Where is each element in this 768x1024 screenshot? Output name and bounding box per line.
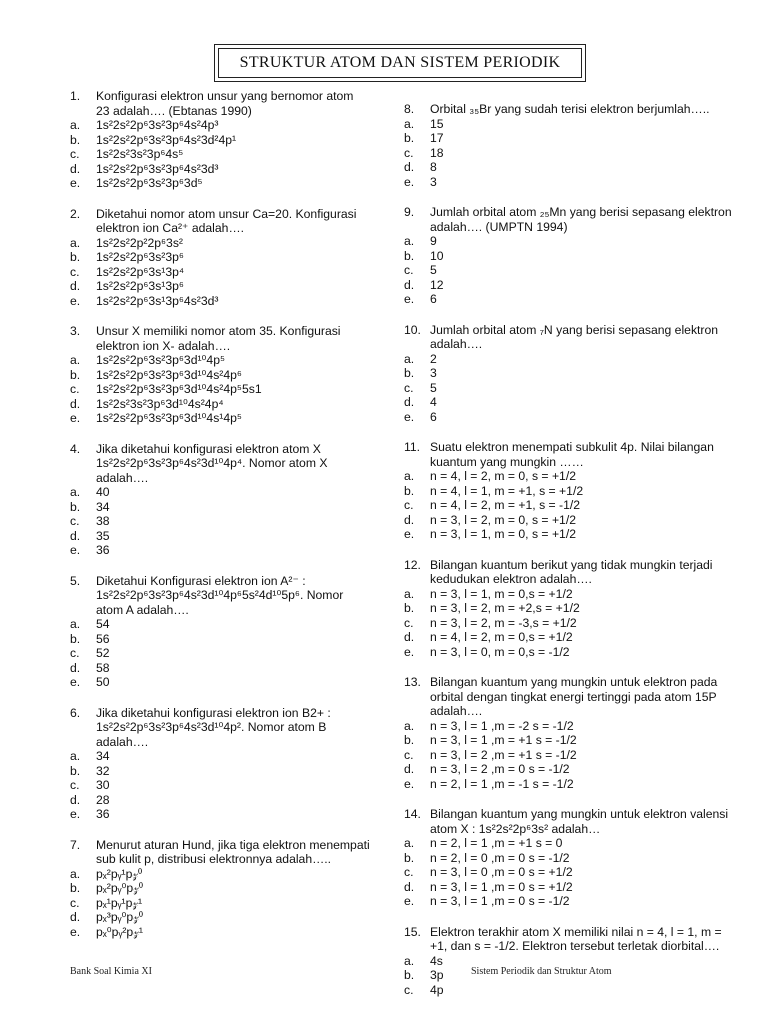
answer-option — [70, 807, 370, 822]
option-label: e. — [70, 924, 81, 939]
question-number: 8. — [404, 102, 415, 116]
option-text: 1s²2s²2p²2p⁶3s² — [96, 235, 183, 250]
option-text: 3 — [430, 366, 437, 380]
question-stem: Jumlah orbital atom ₇N yang berisi sepasang elektron adalah…. — [430, 322, 719, 351]
question-stem: Orbital ₃₅Br yang sudah terisi elektron berjumlah….. — [430, 102, 710, 116]
question-4 — [70, 442, 370, 558]
answer-option — [404, 894, 734, 909]
option-label: a. — [70, 485, 81, 499]
option-text: n = 2, l = 0 ,m = 0 s = -1/2 — [430, 850, 570, 865]
question-stem: Jika diketahui konfigurasi elektron ion B2+ : 1s²2s²2p⁶3s²3p⁶4s²3d¹⁰4p². Nomor atom B adalah…. — [96, 705, 331, 749]
option-text: 1s²2s²2p⁶3s²3p⁶4s²3d²4p¹ — [96, 132, 237, 147]
left-column — [70, 89, 370, 955]
answer-option — [70, 294, 370, 309]
option-text: 56 — [96, 631, 110, 646]
option-label: a. — [404, 836, 415, 850]
page-title: STRUKTUR ATOM DAN SISTEM PERIODIK — [239, 54, 561, 71]
answer-option — [70, 265, 370, 280]
option-text: 9 — [430, 234, 437, 248]
option-label: b. — [404, 483, 415, 498]
option-text: 5 — [430, 380, 437, 395]
question-stem: Jika diketahui konfigurasi elektron atom X 1s²2s²2p⁶3s²3p⁶4s²3d¹⁰4p⁴. Nomor atom X adalah…. — [96, 441, 328, 485]
option-text: 6 — [430, 292, 437, 306]
question-number: 6. — [70, 705, 81, 720]
option-text: 32 — [96, 763, 110, 778]
option-label: c. — [404, 865, 414, 879]
question-8 — [404, 102, 734, 189]
option-label: d. — [404, 630, 415, 644]
answer-option — [404, 527, 734, 542]
question-stem: Unsur X memiliki nomor atom 35. Konfigurasi elektron ion X- adalah…. — [96, 324, 341, 353]
option-label: a. — [404, 953, 415, 968]
answer-option — [70, 368, 370, 383]
option-label: d. — [70, 528, 81, 543]
answer-option — [70, 543, 370, 558]
option-text: 1s²2s²2p⁶3s²3p⁶4s²4p³ — [96, 118, 219, 132]
answer-option — [70, 500, 370, 515]
option-text: n = 3, l = 1, m = 0,s = +1/2 — [430, 586, 573, 601]
option-label: a. — [70, 235, 81, 250]
option-text: 1s²2s²2p⁶3s²3p⁶ — [96, 250, 184, 264]
answer-option — [70, 250, 370, 265]
option-text: 50 — [96, 675, 110, 689]
option-label: e. — [404, 644, 415, 659]
option-text: 1s²2s²3s²3p⁶3d¹⁰4s²4p⁴ — [96, 396, 224, 411]
option-label: a. — [70, 353, 81, 367]
option-text: 3 — [430, 174, 437, 189]
option-text: 4s — [430, 953, 443, 968]
answer-option — [70, 881, 370, 896]
question-2 — [70, 207, 370, 309]
answer-option — [404, 733, 734, 748]
question-9 — [404, 205, 734, 307]
option-text: n = 3, l = 1 ,m = 0 s = -1/2 — [430, 894, 570, 908]
question-14 — [404, 807, 734, 909]
answer-option — [70, 411, 370, 426]
answer-option — [70, 661, 370, 676]
answer-option — [70, 617, 370, 632]
question-stem: Bilangan kuantum berikut yang tidak mungkin terjadi kedudukan elektron adalah…. — [430, 557, 713, 586]
option-text: n = 4, l = 1, m = +1, s = +1/2 — [430, 483, 584, 498]
option-text: 52 — [96, 646, 110, 660]
footer-left: Bank Soal Kimia XI — [70, 966, 152, 977]
answer-option — [404, 469, 734, 484]
option-label: c. — [404, 145, 414, 160]
option-label: c. — [70, 646, 80, 660]
answer-option — [404, 175, 734, 190]
option-label: e. — [70, 675, 81, 689]
answer-option — [404, 748, 734, 763]
answer-option — [404, 160, 734, 175]
answer-option — [70, 397, 370, 412]
option-label: b. — [404, 850, 415, 865]
option-text: 1s²2s²3s²3p⁶4s⁵ — [96, 147, 184, 161]
option-label: c. — [404, 380, 414, 395]
option-label: c. — [70, 147, 80, 161]
answer-option — [70, 133, 370, 148]
option-text: n = 3, l = 1 ,m = -2 s = -1/2 — [430, 718, 574, 733]
option-label: d. — [70, 660, 81, 675]
option-text: 1s²2s²2p⁶3s¹3p⁴ — [96, 264, 185, 279]
answer-option — [404, 292, 734, 307]
answer-option — [70, 867, 370, 882]
answer-option — [404, 278, 734, 293]
answer-option — [404, 630, 734, 645]
answer-option — [404, 762, 734, 777]
answer-option — [70, 353, 370, 368]
answer-option — [404, 616, 734, 631]
option-label: c. — [70, 514, 80, 528]
option-text: pₓ⁰pᵧ²p𝓏¹ — [96, 924, 143, 939]
option-label: d. — [404, 879, 415, 894]
answer-option — [404, 513, 734, 528]
option-label: b. — [404, 733, 415, 747]
option-text: 54 — [96, 617, 110, 631]
option-label: e. — [404, 292, 415, 306]
question-6 — [70, 706, 370, 822]
option-label: d. — [404, 395, 415, 409]
option-text: n = 3, l = 2 ,m = +1 s = -1/2 — [430, 747, 577, 762]
answer-option — [404, 381, 734, 396]
question-stem: Diketahui nomor atom unsur Ca=20. Konfigurasi elektron ion Ca²⁺ adalah…. — [96, 206, 357, 235]
option-label: b. — [404, 366, 415, 380]
option-text: pₓ²pᵧ⁰p𝓏⁰ — [96, 881, 144, 895]
question-stem: Bilangan kuantum yang mungkin untuk elektron valensi atom X : 1s²2s²2p⁶3s² adalah… — [430, 807, 729, 836]
option-text: 3p — [430, 968, 444, 982]
option-text: 6 — [430, 409, 437, 424]
option-label: c. — [404, 498, 414, 512]
answer-option — [70, 675, 370, 690]
option-label: d. — [404, 277, 415, 292]
answer-option — [70, 162, 370, 177]
title-box — [214, 44, 586, 82]
option-text: n = 3, l = 2 ,m = 0 s = -1/2 — [430, 762, 570, 776]
answer-option — [70, 925, 370, 940]
option-text: 30 — [96, 778, 110, 792]
question-7 — [70, 838, 370, 940]
answer-option — [404, 836, 734, 851]
option-text: n = 2, l = 1 ,m = -1 s = -1/2 — [430, 776, 574, 791]
question-number: 11. — [404, 440, 421, 454]
option-text: 35 — [96, 528, 110, 543]
option-text: 1s²2s²2p⁶3s²3p⁶3d⁵ — [96, 176, 203, 190]
option-label: a. — [70, 749, 81, 763]
option-label: d. — [404, 160, 415, 174]
option-label: a. — [404, 586, 415, 601]
question-number: 9. — [404, 205, 415, 219]
option-label: c. — [70, 778, 80, 792]
question-3 — [70, 324, 370, 426]
question-stem: Diketahui Konfigurasi elektron ion A²⁻ : 1s²2s²2p⁶3s²3p⁶4s²3d¹⁰4p⁶5s²4d¹⁰5p⁶. Nomor atom A adalah…. — [96, 573, 344, 617]
option-label: a. — [70, 118, 81, 132]
option-label: e. — [70, 293, 81, 308]
option-label: b. — [70, 367, 81, 382]
option-text: 10 — [430, 248, 444, 263]
option-text: 36 — [96, 807, 110, 821]
question-number: 2. — [70, 206, 81, 221]
option-text: pₓ²pᵧ¹p𝓏⁰ — [96, 866, 143, 881]
option-label: a. — [404, 718, 415, 733]
answer-option — [404, 352, 734, 367]
option-text: 34 — [96, 499, 110, 514]
answer-option — [404, 146, 734, 161]
answer-option — [70, 514, 370, 529]
option-label: c. — [70, 895, 80, 910]
answer-option — [70, 485, 370, 500]
option-label: c. — [404, 263, 414, 277]
option-text: n = 3, l = 0, m = 0,s = -1/2 — [430, 644, 570, 659]
option-text: n = 4, l = 2, m = 0, s = +1/2 — [430, 469, 577, 483]
option-text: n = 3, l = 0 ,m = 0 s = +1/2 — [430, 865, 573, 879]
answer-option — [404, 410, 734, 425]
option-label: e. — [404, 174, 415, 189]
question-number: 15. — [404, 924, 421, 939]
option-label: b. — [70, 132, 81, 147]
option-text: 40 — [96, 485, 110, 499]
question-11 — [404, 440, 734, 542]
option-text: 28 — [96, 792, 110, 807]
option-label: e. — [404, 527, 415, 541]
option-text: 8 — [430, 160, 437, 174]
answer-option — [404, 234, 734, 249]
option-label: e. — [70, 411, 81, 425]
answer-option — [70, 236, 370, 251]
answer-option — [404, 484, 734, 499]
option-text: n = 2, l = 1 ,m = +1 s = 0 — [430, 836, 563, 850]
answer-option — [404, 719, 734, 734]
option-text: pₓ¹pᵧ¹p𝓏¹ — [96, 895, 143, 910]
answer-option — [70, 646, 370, 661]
question-5 — [70, 574, 370, 690]
question-number: 10. — [404, 322, 421, 337]
answer-option — [70, 279, 370, 294]
option-label: a. — [70, 866, 81, 881]
option-label: d. — [70, 792, 81, 807]
question-stem: Jumlah orbital atom ₂₅Mn yang berisi sepasang elektron adalah…. (UMPTN 1994) — [430, 205, 732, 234]
option-label: b. — [70, 250, 81, 264]
option-label: a. — [404, 234, 415, 248]
option-label: a. — [70, 617, 81, 631]
answer-option — [70, 749, 370, 764]
option-label: c. — [404, 747, 414, 762]
option-text: 1s²2s²2p⁶3s¹3p⁶ — [96, 279, 184, 293]
option-text: 1s²2s²2p⁶3s²3p⁶3d¹⁰4s²4p⁵5s1 — [96, 382, 262, 396]
option-text: n = 3, l = 2, m = +2,s = +1/2 — [430, 601, 580, 615]
option-text: 2 — [430, 351, 437, 366]
option-text: n = 3, l = 2, m = 0, s = +1/2 — [430, 512, 577, 527]
answer-option — [404, 249, 734, 264]
option-text: 12 — [430, 277, 444, 292]
question-number: 3. — [70, 324, 81, 338]
option-text: 1s²2s²2p⁶3s²3p⁶4s²3d³ — [96, 161, 219, 176]
option-text: 1s²2s²2p⁶3s¹3p⁶4s²3d³ — [96, 293, 219, 308]
question-13 — [404, 675, 734, 791]
answer-option — [70, 778, 370, 793]
option-text: 58 — [96, 660, 110, 675]
answer-option — [404, 366, 734, 381]
answer-option — [404, 498, 734, 513]
answer-option — [404, 131, 734, 146]
question-number: 14. — [404, 807, 421, 821]
option-text: n = 3, l = 1 ,m = +1 s = -1/2 — [430, 733, 577, 747]
option-label: e. — [404, 894, 415, 908]
option-label: e. — [70, 807, 81, 821]
option-label: e. — [70, 543, 81, 557]
option-text: n = 3, l = 1 ,m = 0 s = +1/2 — [430, 879, 573, 894]
option-label: a. — [404, 469, 415, 483]
question-stem: Menurut aturan Hund, jika tiga elektron menempati sub kulit p, distribusi elektronnya adalah….. — [96, 837, 370, 866]
option-text: 17 — [430, 131, 444, 145]
option-text: 18 — [430, 145, 444, 160]
option-text: 36 — [96, 543, 110, 557]
answer-option — [404, 117, 734, 132]
answer-option — [404, 263, 734, 278]
question-stem: Elektron terakhir atom X memiliki nilai n = 4, l = 1, m = +1, dan s = -1/2. Elektron tersebut terletak diorbital…. — [430, 924, 722, 953]
answer-option — [70, 176, 370, 191]
question-number: 7. — [70, 837, 81, 852]
question-15 — [404, 925, 734, 998]
option-label: b. — [404, 601, 415, 615]
option-text: 4p — [430, 982, 444, 997]
option-text: n = 3, l = 2, m = -3,s = +1/2 — [430, 615, 577, 630]
option-label: e. — [70, 176, 81, 190]
question-number: 12. — [404, 557, 421, 572]
question-stem: Bilangan kuantum yang mungkin untuk elektron pada orbital dengan tingkat energi tertinggi pada atom 15P adalah…. — [430, 675, 718, 718]
question-stem: Suatu elektron menempati subkulit 4p. Nilai bilangan kuantum yang mungkin …… — [430, 440, 714, 469]
answer-option — [70, 382, 370, 397]
option-label: b. — [404, 968, 415, 982]
option-label: e. — [404, 409, 415, 424]
question-number: 5. — [70, 573, 81, 588]
answer-option — [70, 632, 370, 647]
answer-option — [404, 601, 734, 616]
answer-option — [70, 118, 370, 133]
option-label: d. — [70, 396, 81, 411]
option-label: a. — [404, 116, 415, 131]
option-label: b. — [70, 631, 81, 646]
option-label: c. — [404, 982, 414, 997]
question-number: 1. — [70, 89, 81, 103]
option-text: 1s²2s²2p⁶3s²3p⁶3d¹⁰4s²4p⁶ — [96, 367, 242, 382]
answer-option — [70, 529, 370, 544]
answer-option — [70, 793, 370, 808]
option-text: 38 — [96, 514, 110, 528]
option-label: d. — [70, 161, 81, 176]
answer-option — [404, 983, 734, 998]
option-label: e. — [404, 776, 415, 791]
right-column — [404, 102, 734, 1013]
option-label: d. — [70, 910, 81, 924]
option-label: c. — [404, 615, 414, 630]
answer-option — [404, 395, 734, 410]
answer-option — [404, 645, 734, 660]
answer-option — [404, 587, 734, 602]
option-text: n = 3, l = 1, m = 0, s = +1/2 — [430, 527, 577, 541]
question-number: 13. — [404, 675, 421, 689]
option-text: n = 4, l = 2, m = 0,s = +1/2 — [430, 630, 573, 644]
option-label: d. — [70, 279, 81, 293]
answer-option — [70, 910, 370, 925]
option-label: d. — [404, 762, 415, 776]
option-text: pₓ³pᵧ⁰p𝓏⁰ — [96, 910, 144, 924]
option-label: c. — [70, 264, 80, 279]
option-text: 4 — [430, 395, 437, 409]
option-label: b. — [70, 881, 81, 895]
option-label: b. — [404, 248, 415, 263]
option-label: b. — [404, 131, 415, 145]
footer-right: Sistem Periodik dan Struktur Atom — [471, 966, 612, 977]
question-1 — [70, 89, 370, 191]
option-text: 5 — [430, 263, 437, 277]
option-text: 1s²2s²2p⁶3s²3p⁶3d¹⁰4p⁵ — [96, 353, 226, 367]
answer-option — [70, 147, 370, 162]
question-stem: Konfigurasi elektron unsur yang bernomor atom 23 adalah…. (Ebtanas 1990) — [96, 89, 354, 118]
option-label: a. — [404, 351, 415, 366]
question-10 — [404, 323, 734, 425]
question-number: 4. — [70, 441, 81, 456]
answer-option — [404, 880, 734, 895]
option-text: 1s²2s²2p⁶3s²3p⁶3d¹⁰4s¹4p⁵ — [96, 411, 242, 425]
answer-option — [70, 764, 370, 779]
question-12 — [404, 558, 734, 660]
answer-option — [404, 865, 734, 880]
option-label: b. — [70, 763, 81, 778]
option-label: c. — [70, 382, 80, 396]
answer-option — [404, 777, 734, 792]
option-label: b. — [70, 499, 81, 514]
option-text: 15 — [430, 116, 444, 131]
answer-option — [404, 851, 734, 866]
option-label: d. — [404, 512, 415, 527]
option-text: 34 — [96, 749, 110, 763]
option-text: n = 4, l = 2, m = +1, s = -1/2 — [430, 498, 581, 512]
answer-option — [70, 896, 370, 911]
